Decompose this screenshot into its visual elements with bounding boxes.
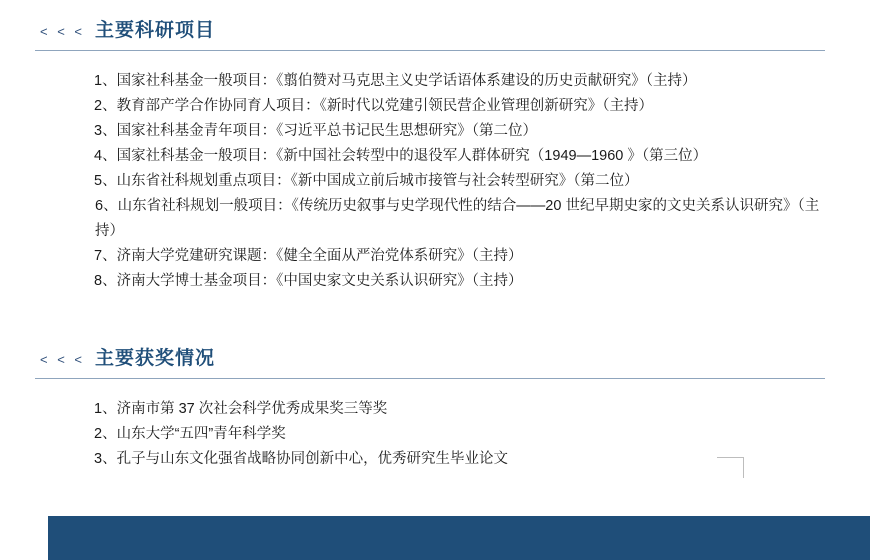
crop-corner-mark [717,457,744,478]
list-item: 2、教育部产学合作协同育人项目：《新时代以党建引领民营企业管理创新研究》（主持） [94,98,654,114]
page-spacer [0,498,870,516]
list-item: 6、山东省社科规划一般项目：《传统历史叙事与史学现代性的结合——20 世纪早期史家的文史关系认识研究》（主持） [95,198,820,239]
section-header [0,336,870,370]
section-title: 主要获奖情况 [95,348,216,369]
list-item: 1、国家社科基金一般项目：《翦伯赞对马克思主义史学话语体系建设的历史贡献研究》（主持） [94,73,697,89]
section-awards [0,336,870,472]
chevron-left-icon: < < < [40,352,85,367]
chevron-left-icon: < < < [40,24,85,39]
list-item: 3、国家社科基金青年项目：《习近平总书记民生思想研究》（第二位） [94,123,538,139]
list-item: 5、山东省社科规划重点项目：《新中国成立前后城市接管与社会转型研究》（第二位） [94,173,639,189]
section-research-projects [0,8,870,294]
list-item-wrapper [0,194,870,244]
section-title: 主要科研项目 [95,20,216,41]
footer-bar [48,516,870,560]
section-header [0,8,870,42]
list-item: 2、山东大学“五四”青年科学奖 [94,426,286,442]
list-item: 1、济南市第 37 次社会科学优秀成果奖三等奖 [94,401,388,417]
page-left-margin [0,0,20,560]
list-item: 7、济南大学党建研究课题：《健全全面从严治党体系研究》（主持） [94,248,523,264]
list-item: 8、济南大学博士基金项目：《中国史家文史关系认识研究》（主持） [94,273,523,289]
project-list [0,51,870,294]
list-item: 3、孔子与山东文化强省战略协同创新中心，优秀研究生毕业论文 [94,451,509,467]
list-item: 4、国家社科基金一般项目：《新中国社会转型中的退役军人群体研究（1949—1960 》（第三位） [94,148,708,164]
